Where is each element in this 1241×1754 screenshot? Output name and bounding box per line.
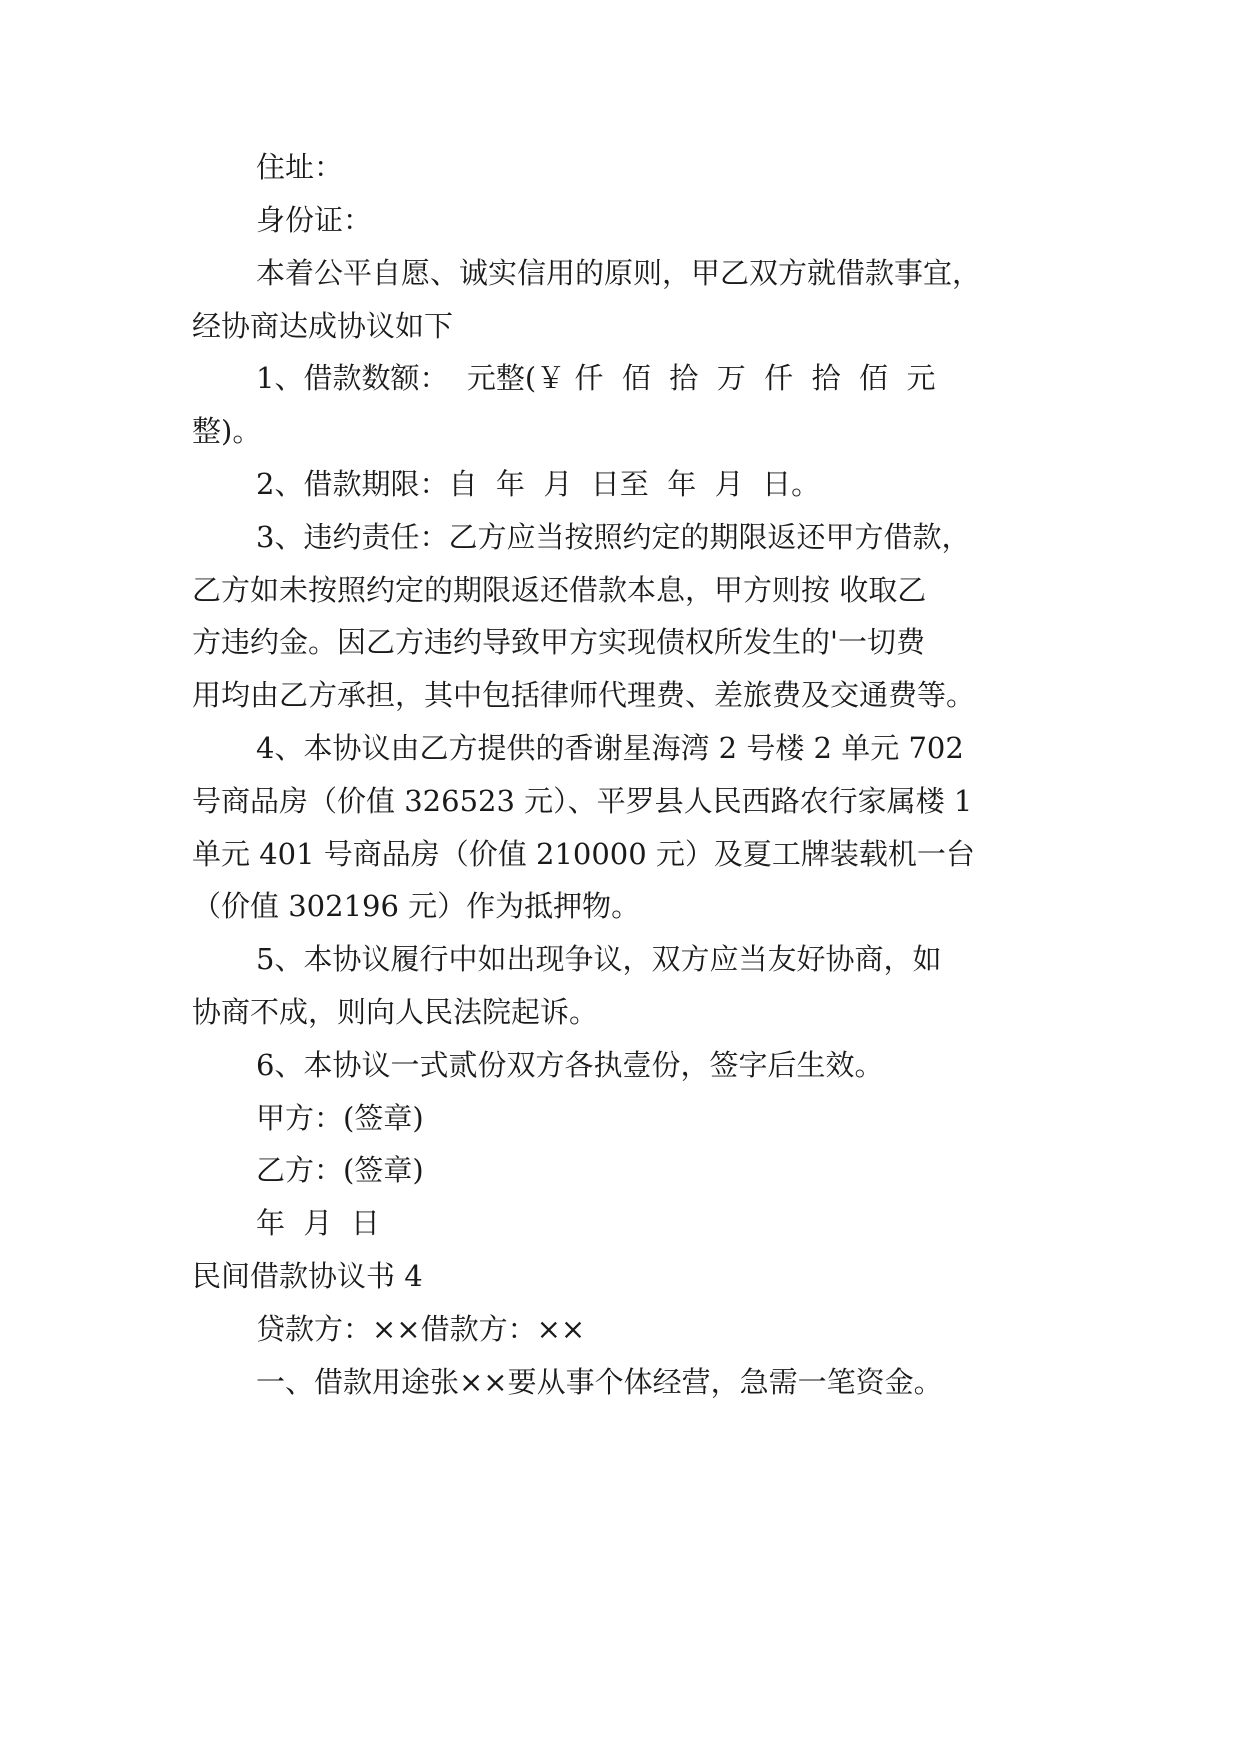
date-line: 年 月 日	[256, 1206, 380, 1240]
clause-1-line-1: 1、借款数额： 元整(￥ 仟 佰 拾 万 仟 拾 佰 元	[256, 361, 936, 395]
clause-3-line-1: 3、违约责任：乙方应当按照约定的期限返还甲方借款，	[256, 520, 971, 554]
clause-4-line-3: 单元 401 号商品房（价值 210000 元）及夏工牌装载机一台	[192, 837, 975, 871]
paragraph-intro-line-2: 经协商达成协议如下	[192, 309, 454, 343]
clause-3-line-2: 乙方如未按照约定的期限返还借款本息，甲方则按 收取乙	[192, 573, 927, 607]
address-line: 住址：	[256, 150, 344, 184]
paragraph-intro-line-1: 本着公平自愿、诚实信用的原则，甲乙双方就借款事宜，	[256, 256, 982, 290]
clause-3-line-3: 方违约金。因乙方违约导致甲方实现债权所发生的'一切费	[192, 625, 925, 659]
clause-3-line-4: 用均由乙方承担，其中包括律师代理费、差旅费及交通费等。	[192, 678, 976, 712]
section-title: 民间借款协议书 4	[192, 1259, 423, 1293]
clause-4-line-2: 号商品房（价值 326523 元）、平罗县人民西路农行家属楼 1	[192, 784, 973, 818]
clause-5-line-1: 5、本协议履行中如出现争议，双方应当友好协商，如	[256, 942, 942, 976]
clause-1-line-2: 整)。	[192, 414, 262, 448]
id-card-line: 身份证：	[256, 203, 373, 237]
party-b-signature-line: 乙方：(签章)	[256, 1153, 424, 1187]
clause-4-line-4: （价值 302196 元）作为抵押物。	[192, 889, 641, 923]
clause-6-line: 6、本协议一式贰份双方各执壹份，签字后生效。	[256, 1048, 884, 1082]
parties-line: 贷款方：××借款方：××	[256, 1312, 586, 1346]
loan-purpose-line: 一、借款用途张××要从事个体经营，急需一笔资金。	[256, 1365, 943, 1399]
clause-5-line-2: 协商不成，则向人民法院起诉。	[192, 995, 599, 1029]
clause-4-line-1: 4、本协议由乙方提供的香谢星海湾 2 号楼 2 单元 702	[256, 731, 964, 765]
party-a-signature-line: 甲方：(签章)	[256, 1101, 424, 1135]
clause-2-line: 2、借款期限：自 年 月 日至 年 月 日。	[256, 467, 821, 501]
